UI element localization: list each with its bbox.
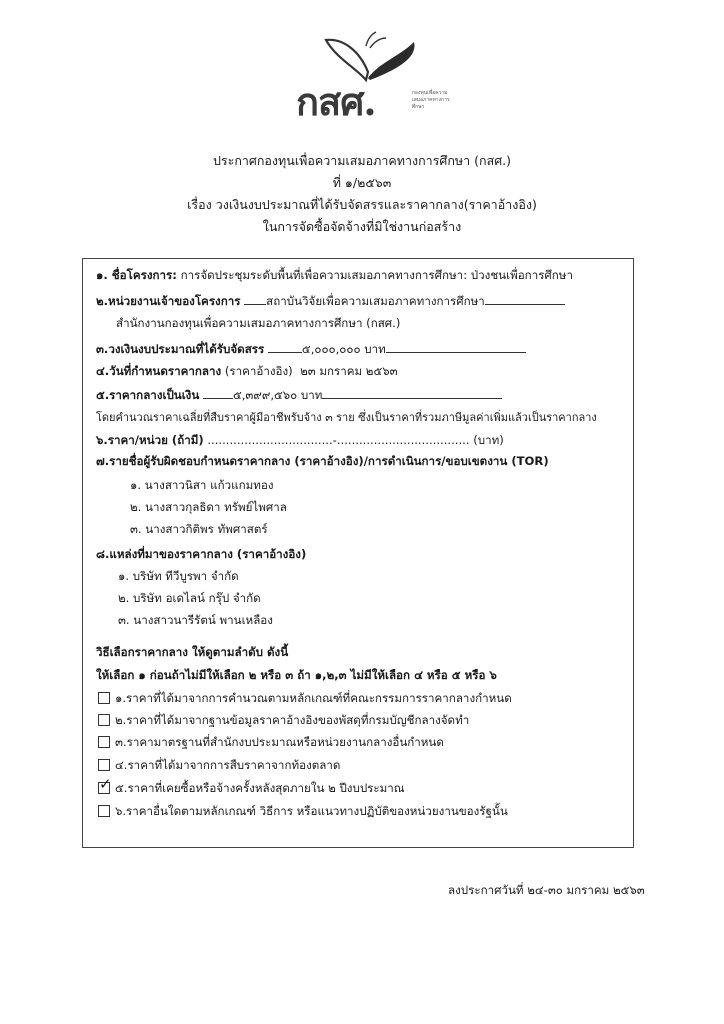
organization-logo: [296, 28, 450, 124]
option-label-4: ๔.ราคาที่ได้มาจากการสืบราคาจากท้องตลาด: [115, 758, 341, 772]
project-row: [96, 265, 573, 285]
fill-line: [386, 339, 526, 353]
fill-line: [485, 291, 565, 305]
price-label: ๕.ราคากลางเป็นเงิน: [96, 388, 200, 402]
method-option-4: [98, 755, 340, 775]
unitprice-unit: (บาท): [473, 433, 504, 447]
price-method: โดยคำนวณราคาเฉลี่ยที่สืบราคาผู้มีอาชีพรับจ้าง ๓ ราย ซึ่งเป็นราคาที่รวมภาษีมูลค่าเพิ่มแล้วเป็นราคากลาง: [96, 411, 597, 424]
option-label-2: ๒.ราคาที่ได้มาจากฐานข้อมูลราคาอ้างอิงของพัสดุที่กรมบัญชีกลางจัดทำ: [115, 713, 470, 727]
logo-text: กสศ.: [296, 79, 376, 124]
committee-label: ๗.รายชื่อผู้รับผิดชอบกำหนดราคากลาง (ราคาอ้างอิง)/การดำเนินการ/ขอบเขตงาน (TOR): [96, 454, 549, 468]
budget-value: ๕,๐๐๐,๐๐๐ บาท: [301, 342, 386, 356]
date-row: [96, 361, 398, 381]
announcement-date: ลงประกาศวันที่ ๒๔-๓๐ มกราคม ๒๕๖๓: [448, 883, 645, 897]
date-label: ๔.วันที่กำหนดราคากลาง: [96, 364, 222, 378]
committee-member-3: ๓. นางสาวกิติพร ทัพศาสตร์: [130, 522, 268, 536]
unit-row: [96, 291, 565, 311]
heading-line-1: ประกาศกองทุนเพื่อความเสมอภาคทางการศึกษา (กสศ.): [212, 153, 512, 168]
committee-member-2: ๒. นางสาวกุลธิดา ทรัพย์ไพศาล: [130, 500, 287, 514]
price-row: [96, 385, 502, 405]
method-option-1: [98, 688, 512, 708]
option-checkbox-4[interactable]: [98, 759, 110, 771]
method-option-6: [98, 801, 508, 821]
date-note: (ราคาอ้างอิง): [224, 364, 293, 378]
option-checkbox-1[interactable]: [98, 692, 110, 704]
source-2: ๒. บริษัท อเดไลน์ กรุ๊ป จำกัด: [118, 591, 261, 605]
logo-subtext: กองทุนเพื่อความเสมอภาคทางการศึกษา: [412, 90, 450, 110]
option-label-5: ๕.ราคาที่เคยซื้อหรือจ้างครั้งหลังสุดภายใน ๒ ปีงบประมาณ: [115, 781, 405, 795]
method-rule: ให้เลือก ๑ ก่อนถ้าไม่มีให้เลือก ๒ หรือ ๓ ถ้า ๑,๒,๓ ไม่มีให้เลือก ๔ หรือ ๕ หรือ ๖: [96, 668, 497, 682]
fill-line: [268, 339, 302, 353]
committee-member-1: ๑. นางสาวนิสา แก้วแกมทอง: [130, 478, 274, 492]
unit-value-2: สำนักงานกองทุนเพื่อความเสมอภาคทางการศึกษา (กสศ.): [116, 316, 401, 330]
fill-line: [244, 291, 266, 305]
source-1: ๑. บริษัท ทีวีบูรพา จำกัด: [118, 569, 239, 583]
method-title: วิธีเลือกราคากลาง ให้ดูตามลำดับ ดังนี้: [96, 645, 289, 659]
heading-line-4: ในการจัดซื้อจัดจ้างที่มิใช่งานก่อสร้าง: [262, 219, 462, 234]
fill-line: [203, 385, 233, 399]
heading-line-2: ที่ ๑/๒๕๖๓: [332, 175, 392, 190]
check-mark-icon: ✓: [99, 775, 112, 793]
unitprice-label: ๖.ราคา/หน่วย (ถ้ามี): [96, 433, 204, 447]
unitprice-row: [96, 430, 504, 450]
project-value: การจัดประชุมระดับพื้นที่เพื่อความเสมอภาคทางการศึกษา: ป่วงชนเพื่อการศึกษา: [180, 268, 573, 282]
option-label-3: ๓.ราคามาตรฐานที่สำนักงบประมาณหรือหน่วยงานกลางอื่นกำหนด: [115, 735, 444, 749]
option-label-1: ๑.ราคาที่ได้มาจากการคำนวณตามหลักเกณฑ์ที่คณะกรรมการราคากลางกำหนด: [115, 691, 512, 705]
budget-row: [96, 339, 526, 359]
fill-line: [322, 385, 502, 399]
heading-line-3: เรื่อง วงเงินงบประมาณที่ได้รับจัดสรรและราคากลาง(ราคาอ้างอิง): [187, 197, 537, 212]
unit-value: สถาบันวิจัยเพื่อความเสมอภาคทางการศึกษา: [266, 294, 485, 308]
option-checkbox-2[interactable]: [98, 714, 110, 726]
option-checkbox-3[interactable]: [98, 736, 110, 748]
option-label-6: ๖.ราคาอื่นใดตามหลักเกณฑ์ วิธีการ หรือแนวทางปฏิบัติของหน่วยงานของรัฐนั้น: [115, 804, 508, 818]
source-3: ๓. นางสาวนารีรัตน์ พานเหลือง: [118, 613, 273, 627]
project-label: ๑. ชื่อโครงการ:: [96, 268, 177, 282]
method-option-5: [98, 775, 405, 798]
unitprice-dots: ..................................-....................................: [207, 433, 470, 447]
unit-label: ๒.หน่วยงานเจ้าของโครงการ: [96, 294, 241, 308]
source-label: ๘.แหล่งที่มาของราคากลาง (ราคาอ้างอิง): [96, 547, 307, 561]
option-checkbox-5[interactable]: [98, 775, 112, 794]
option-checkbox-6[interactable]: [98, 805, 110, 817]
method-option-2: [98, 710, 469, 730]
date-value: ๒๓ มกราคม ๒๕๖๓: [300, 364, 398, 378]
budget-label: ๓.วงเงินงบประมาณที่ได้รับจัดสรร: [96, 342, 265, 356]
announcement-heading: [120, 150, 604, 238]
price-value: ๕,๓๙๙,๕๖๐ บาท: [232, 388, 323, 402]
method-option-3: [98, 732, 444, 752]
